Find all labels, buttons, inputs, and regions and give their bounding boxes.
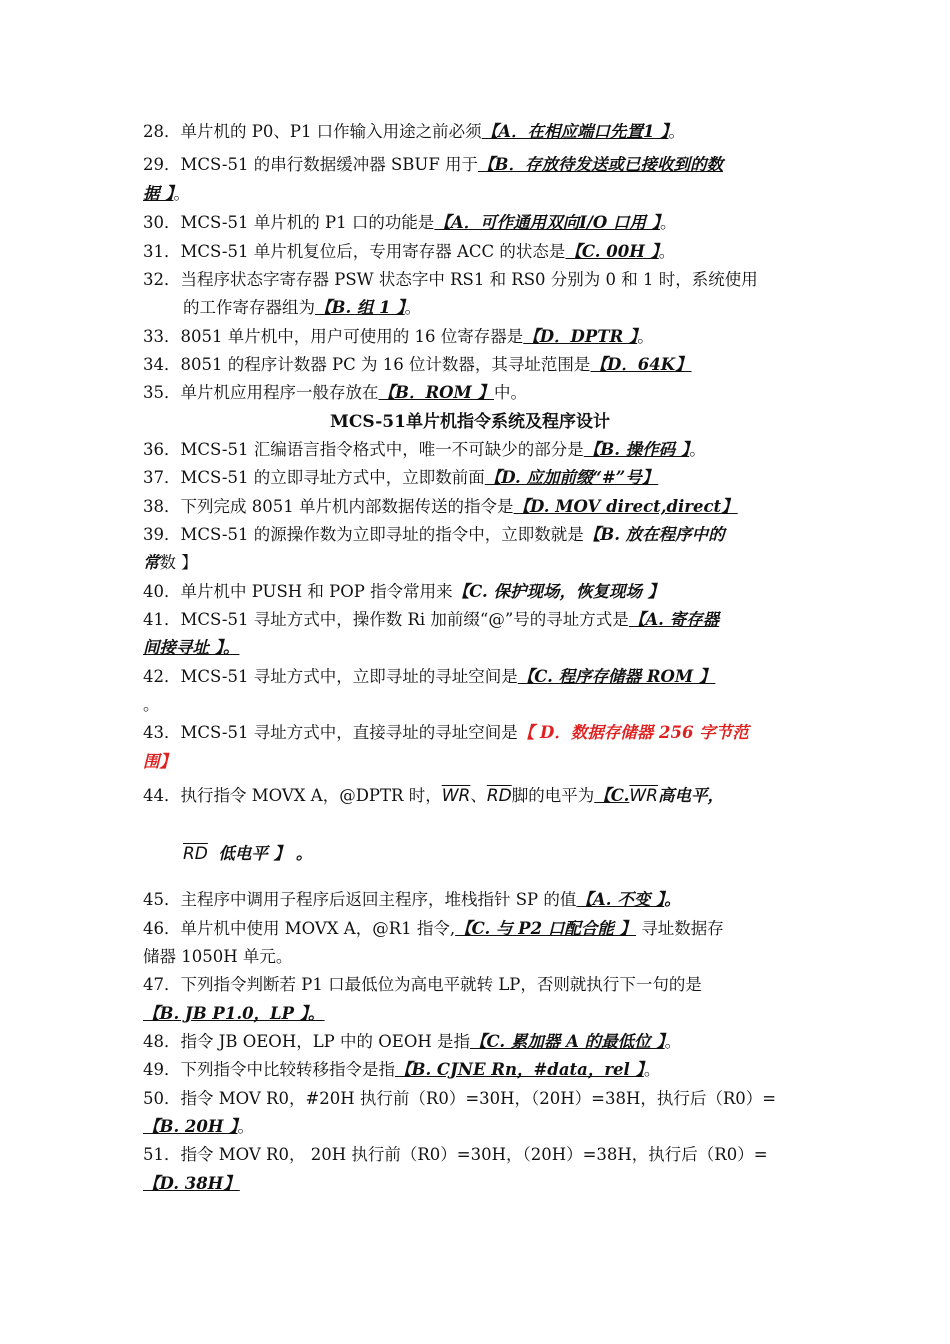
question-50: 50．指令 MOV R0，#20H 执行前（R0）=30H，（20H）=38H，执行后（R0）= xyxy=(143,1089,777,1108)
question-43-cont: 围】 xyxy=(143,752,176,771)
wr-signal-answer: $\overline{WR}$ xyxy=(629,786,658,806)
question-45: 45．主程序中调用子程序后返回主程序，堆栈指针 SP 的值【A. 不变 】。 xyxy=(143,890,681,909)
question-44: 44．执行指令 MOVX A，@DPTR 时，$\overline{WR}$、$\overline{RD}$脚的电平为【$C.\overline{WR}$高电平， xyxy=(143,786,724,806)
rd-signal-answer: $\overline{RD}$ xyxy=(183,844,208,864)
question-47-cont: 【B. JB P1.0，LP 】。 xyxy=(143,1004,325,1023)
question-51: 51．指令 MOV R0， 20H 执行前（R0）=30H，（20H）=38H，执行后（R0）= xyxy=(143,1145,768,1164)
question-42-cont: 。 xyxy=(143,695,160,714)
question-50-cont: 【B. 20H 】。 xyxy=(143,1117,254,1136)
question-44-cont: $\overline{RD}$ 低电平 】 。 xyxy=(183,844,313,864)
question-34: 34．8051 的程序计数器 PC 为 16 位计数器，其寻址范围是【D．64K】 xyxy=(143,355,692,374)
question-35: 35．单片机应用程序一般存放在【B．ROM 】中。 xyxy=(143,383,528,402)
question-28: 28．单片机的 P0、P1 口作输入用途之前必须【A．在相应端口先置1 】。 xyxy=(143,122,685,141)
question-33: 33．8051 单片机中，用户可使用的 16 位寄存器是【D．DPTR 】。 xyxy=(143,327,654,346)
question-40: 40．单片机中 PUSH 和 POP 指令常用来【C. 保护现场，恢复现场 】 xyxy=(143,582,665,601)
question-39-cont: 常数 】 xyxy=(143,553,198,572)
wr-signal: $\overline{WR}$ xyxy=(441,786,471,806)
question-36: 36．MCS-51 汇编语言指令格式中，唯一不可缺少的部分是【B. 操作码 】。 xyxy=(143,440,706,459)
rd-signal: $\overline{RD}$ xyxy=(486,786,512,806)
question-32: 32．当程序状态字寄存器 PSW 状态字中 RS1 和 RS0 分别为 0 和 1 时，系统使用 xyxy=(143,270,758,289)
question-29: 29．MCS-51 的串行数据缓冲器 SBUF 用于【B．存放待发送或已接收到的数 xyxy=(143,155,723,174)
question-49: 49．下列指令中比较转移指令是指【B. CJNE Rn，#data，rel 】。 xyxy=(143,1060,661,1079)
question-29-cont: 据 】。 xyxy=(143,184,190,203)
question-38: 38．下列完成 8051 单片机内部数据传送的指令是【D. MOV direct,direct】 xyxy=(143,497,738,516)
question-41: 41．MCS-51 寻址方式中，操作数 Ri 加前缀“@”号的寻址方式是【A. 寄存器 xyxy=(143,610,720,629)
question-30: 30．MCS-51 单片机的 P1 口的功能是【A．可作通用双向I/O 口用 】。 xyxy=(143,213,677,232)
section-heading: MCS-51单片机指令系统及程序设计 xyxy=(330,412,610,432)
question-48: 48．指令 JB OEOH，LP 中的 OEOH 是指【C. 累加器 A 的最低位 】。 xyxy=(143,1032,682,1051)
question-37: 37．MCS-51 的立即寻址方式中，立即数前面【D. 应加前缀“#”号】 xyxy=(143,468,659,487)
question-42: 42．MCS-51 寻址方式中，立即寻址的寻址空间是【C. 程序存储器 ROM 】 xyxy=(143,667,716,686)
question-41-cont: 间接寻址 】。 xyxy=(143,638,240,657)
question-51-cont: 【D. 38H】 xyxy=(143,1174,240,1193)
question-47: 47．下列指令判断若 P1 口最低位为高电平就转 LP，否则就执行下一句的是 xyxy=(143,975,702,994)
question-32-cont: 的工作寄存器组为【B. 组 1 】。 xyxy=(183,298,422,317)
question-46: 46．单片机中使用 MOVX A，@R1 指令,【C. 与 P2 口配合能 】 寻址数据存 xyxy=(143,919,724,938)
question-31: 31．MCS-51 单片机复位后，专用寄存器 ACC 的状态是【C. 00H 】。 xyxy=(143,242,676,261)
question-43: 43．MCS-51 寻址方式中，直接寻址的寻址空间是【 D．数据存储器 256 字节范 xyxy=(143,723,749,742)
question-46-cont: 储器 1050H 单元。 xyxy=(143,947,293,966)
question-39: 39．MCS-51 的源操作数为立即寻址的指令中，立即数就是【B. 放在程序中的 xyxy=(143,525,725,544)
